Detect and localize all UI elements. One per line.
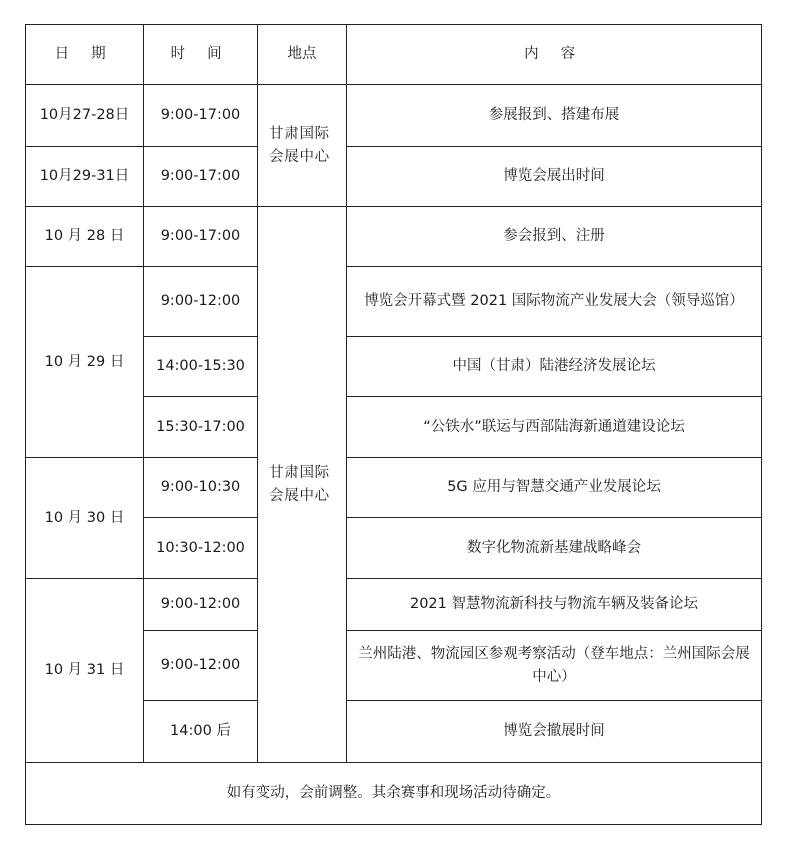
time-cell: 15:30-17:00 xyxy=(144,397,258,458)
date-cell: 10月29-31日 xyxy=(26,147,144,207)
header-date: 日 期 xyxy=(26,25,144,85)
date-cell: 10 月 31 日 xyxy=(26,579,144,763)
time-cell: 9:00-17:00 xyxy=(144,147,258,207)
content-cell: 博览会开幕式暨 2021 国际物流产业发展大会（领导巡馆） xyxy=(347,267,762,337)
time-cell: 9:00-17:00 xyxy=(144,85,258,147)
content-cell: 参展报到、搭建布展 xyxy=(347,85,762,147)
content-cell: 2021 智慧物流新科技与物流车辆及装备论坛 xyxy=(347,579,762,631)
footer-note: 如有变动，会前调整。其余赛事和现场活动待确定。 xyxy=(26,763,762,825)
venue-text: 甘肃国际会展中心 xyxy=(269,465,330,504)
time-cell: 9:00-12:00 xyxy=(144,267,258,337)
schedule-table xyxy=(25,24,762,825)
table-row xyxy=(26,579,762,631)
venue-cell xyxy=(258,85,347,207)
time-cell: 9:00-12:00 xyxy=(144,579,258,631)
date-cell: 10 月 29 日 xyxy=(26,267,144,458)
time-cell: 9:00-17:00 xyxy=(144,207,258,267)
header-place: 地点 xyxy=(258,25,347,85)
header-content: 内 容 xyxy=(347,25,762,85)
time-cell: 9:00-12:00 xyxy=(144,631,258,701)
note-row xyxy=(26,763,762,825)
venue-cell xyxy=(258,207,347,763)
table-row xyxy=(26,458,762,518)
content-cell: 5G 应用与智慧交通产业发展论坛 xyxy=(347,458,762,518)
content-cell: 兰州陆港、物流园区参观考察活动（登车地点：兰州国际会展中心） xyxy=(347,631,762,701)
time-cell: 14:00 后 xyxy=(144,701,258,763)
content-cell: 参会报到、注册 xyxy=(347,207,762,267)
venue-text: 甘肃国际会展中心 xyxy=(269,126,330,165)
date-cell: 10 月 28 日 xyxy=(26,207,144,267)
table-row xyxy=(26,267,762,337)
content-cell: 博览会展出时间 xyxy=(347,147,762,207)
date-cell: 10月27-28日 xyxy=(26,85,144,147)
time-cell: 9:00-10:30 xyxy=(144,458,258,518)
header-time: 时 间 xyxy=(144,25,258,85)
content-cell: “公铁水”联运与西部陆海新通道建设论坛 xyxy=(347,397,762,458)
table-row xyxy=(26,207,762,267)
table-row xyxy=(26,85,762,147)
content-cell: 中国（甘肃）陆港经济发展论坛 xyxy=(347,337,762,397)
content-cell: 数字化物流新基建战略峰会 xyxy=(347,518,762,579)
table-row xyxy=(26,147,762,207)
content-cell: 博览会撤展时间 xyxy=(347,701,762,763)
header-row xyxy=(26,25,762,85)
date-cell: 10 月 30 日 xyxy=(26,458,144,579)
time-cell: 14:00-15:30 xyxy=(144,337,258,397)
time-cell: 10:30-12:00 xyxy=(144,518,258,579)
